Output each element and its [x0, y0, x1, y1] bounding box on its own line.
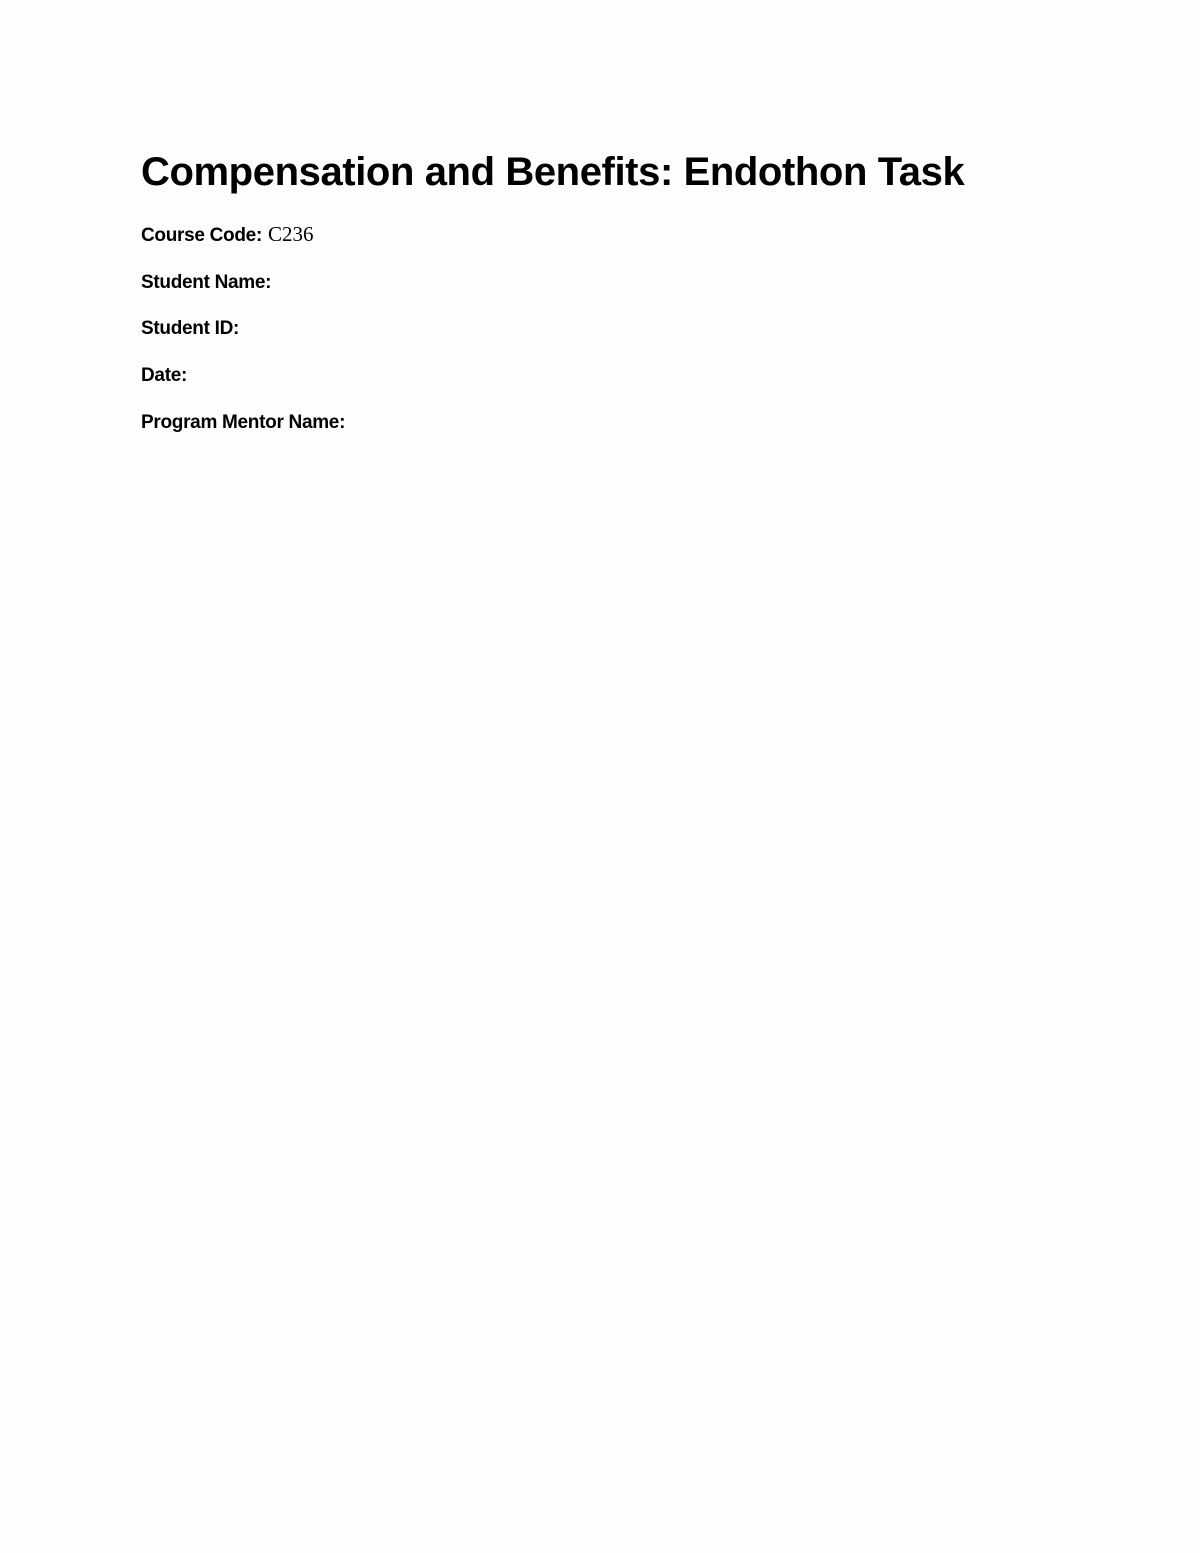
document-title: Compensation and Benefits: Endothon Task	[141, 150, 965, 194]
student-name-label: Student Name:	[141, 272, 272, 293]
date-label: Date:	[141, 365, 188, 386]
course-code-label: Course Code:	[141, 225, 262, 246]
course-code-field	[141, 221, 313, 249]
student-id-label: Student ID:	[141, 318, 240, 339]
student-id-field	[141, 314, 245, 342]
course-code-value: C236	[267, 222, 314, 246]
program-mentor-name-field	[141, 408, 351, 436]
program-mentor-name-label: Program Mentor Name:	[141, 412, 346, 433]
student-name-field	[141, 268, 277, 296]
date-field	[141, 361, 193, 389]
